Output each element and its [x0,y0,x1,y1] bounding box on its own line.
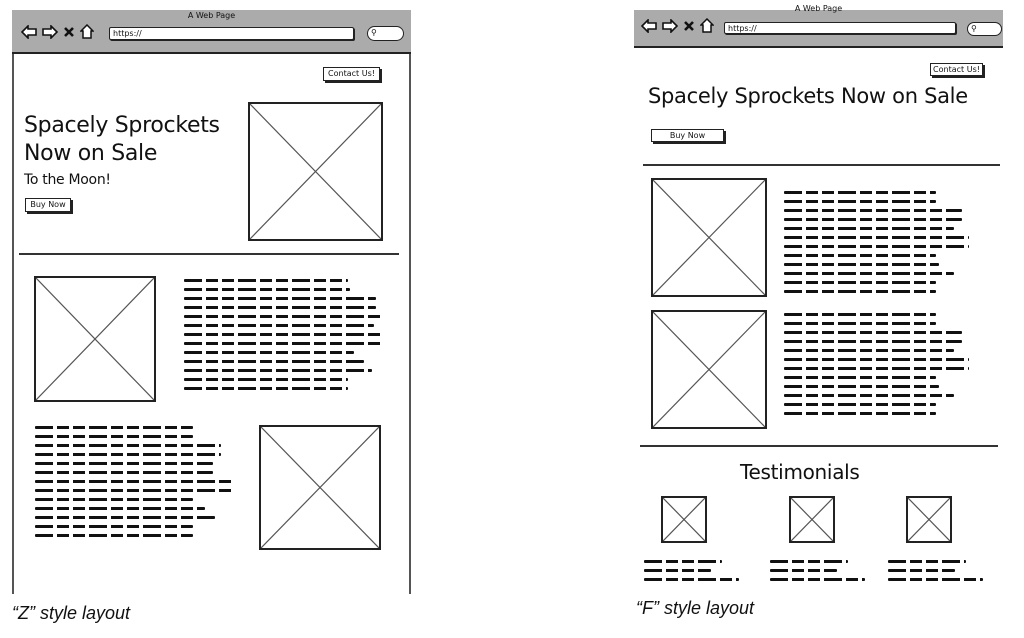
z-window-title: A Web Page [187,11,236,20]
z-row2-image-placeholder [259,425,381,550]
z-row1-image-placeholder [34,276,156,402]
stop-x-icon[interactable] [683,20,695,32]
f-browser-chrome [634,4,1003,48]
f-testimonial-3-text [888,560,983,587]
f-testimonial-3-image [906,496,952,543]
f-window-title: A Web Page [794,4,843,13]
f-search-box[interactable] [967,22,1002,36]
f-hero-headline: Spacely Sprockets Now on Sale [648,84,968,108]
f-row1-text-block [784,191,969,299]
z-row1-text-block [184,279,384,396]
z-buy-now-button[interactable]: Buy Now [25,198,71,212]
back-arrow-icon[interactable] [641,19,657,33]
z-hero-image-placeholder [248,102,383,241]
z-layout-caption: “Z” style layout [12,603,131,623]
image-placeholder-icon [653,312,765,427]
image-placeholder-icon [653,180,765,295]
home-icon[interactable] [700,18,714,33]
forward-arrow-icon[interactable] [42,25,58,39]
z-search-box[interactable] [367,26,404,41]
f-layout-caption: “F” style layout [636,598,755,618]
z-url-bar[interactable]: https:// [109,27,354,40]
f-divider-bottom [640,445,998,447]
f-row2-text-block [784,313,969,421]
f-testimonial-2-text [770,560,865,587]
image-placeholder-icon [250,104,381,239]
z-hero-subheadline: To the Moon! [24,172,111,188]
search-icon: ⚲ [971,24,977,33]
f-url-bar[interactable]: https:// [724,22,956,34]
image-placeholder-icon [663,498,705,541]
image-placeholder-icon [261,427,379,548]
image-placeholder-icon [36,278,154,400]
forward-arrow-icon[interactable] [662,19,678,33]
f-row2-image-placeholder [651,310,767,429]
image-placeholder-icon [791,498,833,541]
z-browser-chrome [12,10,411,54]
stop-x-icon[interactable] [63,26,75,38]
f-testimonial-1-text [644,560,739,587]
f-divider-top [643,164,1000,166]
f-testimonial-2-image [789,496,835,543]
f-buy-now-button[interactable]: Buy Now [651,129,724,142]
z-row2-text-block [35,426,233,543]
back-arrow-icon[interactable] [21,25,37,39]
z-hero-headline-line1: Spacely Sprockets [24,113,220,138]
z-divider [19,253,399,255]
f-testimonial-1-image [661,496,707,543]
search-icon: ⚲ [371,28,377,37]
f-contact-us-button[interactable]: Contact Us! [930,63,983,76]
f-row1-image-placeholder [651,178,767,297]
f-testimonials-title: Testimonials [740,460,860,484]
z-contact-us-button[interactable]: Contact Us! [323,67,380,81]
z-hero-headline-line2: Now on Sale [24,141,158,166]
home-icon[interactable] [80,24,94,39]
image-placeholder-icon [908,498,950,541]
